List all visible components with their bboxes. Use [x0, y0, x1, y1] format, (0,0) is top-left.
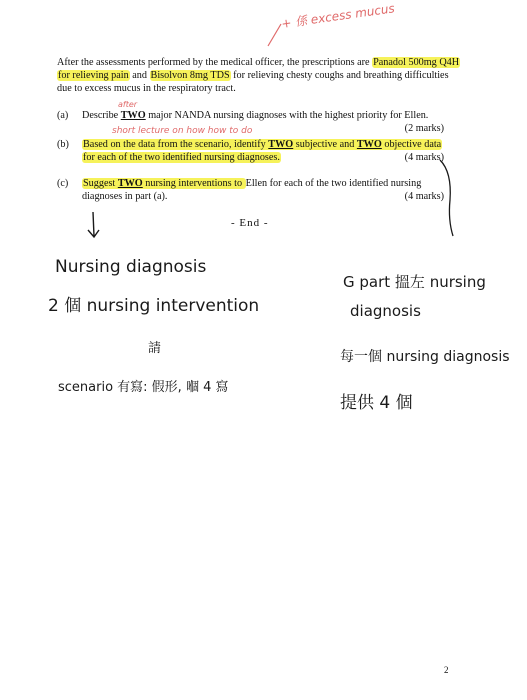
red-note-after: after: [118, 100, 138, 109]
intro-text-3: for relieving chesty coughs and breathing difficulties due to excess mucus in the respiratory tract.: [57, 70, 449, 94]
question-c-text-2: nursing interventions to: [142, 178, 245, 189]
question-a-two: TWO: [120, 110, 146, 121]
question-b-label: (b): [57, 139, 69, 150]
highlight-panadol: Panadol 500mg Q4H for relieving pain: [58, 57, 460, 81]
question-c-two: TWO: [117, 178, 143, 189]
question-a-text-1: Describe: [82, 110, 121, 121]
down-arrow-icon: [88, 212, 99, 237]
question-b-marks: (4 marks): [404, 152, 444, 163]
handwriting-left-1: Nursing diagnosis: [55, 257, 207, 277]
highlight-bisolvon: Bisolvon 8mg TDS: [150, 70, 230, 81]
question-b-text-1: Based on the data from the scenario, identify: [83, 139, 269, 150]
page-number: 2: [444, 665, 449, 675]
question-a-marks: (2 marks): [404, 123, 444, 134]
question-c-text-3: Ellen for each of the two identified nursing diagnoses in part (a).: [82, 178, 422, 202]
margin-bracket-stroke: [440, 160, 453, 236]
question-c-label: (c): [57, 178, 69, 189]
handwriting-right-1: G part 搵左 nursing: [343, 273, 486, 291]
question-b-two-2: TWO: [356, 139, 382, 150]
handwriting-left-3: 請: [148, 341, 162, 356]
handwriting-right-4: 提供 4 個: [340, 393, 413, 413]
red-slash-mark: [268, 24, 281, 46]
question-b-text-3: objective data for each of the two identified nursing diagnoses.: [83, 139, 442, 163]
handwriting-left-4: scenario 有寫: 假形, 嗰 4 寫: [58, 380, 229, 395]
intro-text-1: After the assessments performed by the medical officer, the prescriptions are: [57, 57, 373, 68]
handwriting-left-2: 2 個 nursing intervention: [48, 296, 260, 316]
question-b-two-1: TWO: [268, 139, 294, 150]
question-a-text-2: major NANDA nursing diagnoses with the highest priority for Ellen.: [145, 110, 429, 121]
red-note-lecture: short lecture on how how to do: [112, 126, 253, 136]
handwriting-right-2: diagnosis: [350, 302, 421, 320]
question-a-label: (a): [57, 110, 69, 121]
end-marker: - End -: [231, 217, 269, 229]
red-note-top: + 係 excess mucus: [280, 1, 396, 31]
question-b-text-2: subjective and: [293, 139, 357, 150]
handwriting-right-3: 每一個 nursing diagnosis: [340, 349, 510, 365]
question-c-marks: (4 marks): [404, 191, 444, 202]
question-c-text-1: Suggest: [83, 178, 118, 189]
intro-text-2: and: [129, 70, 150, 81]
